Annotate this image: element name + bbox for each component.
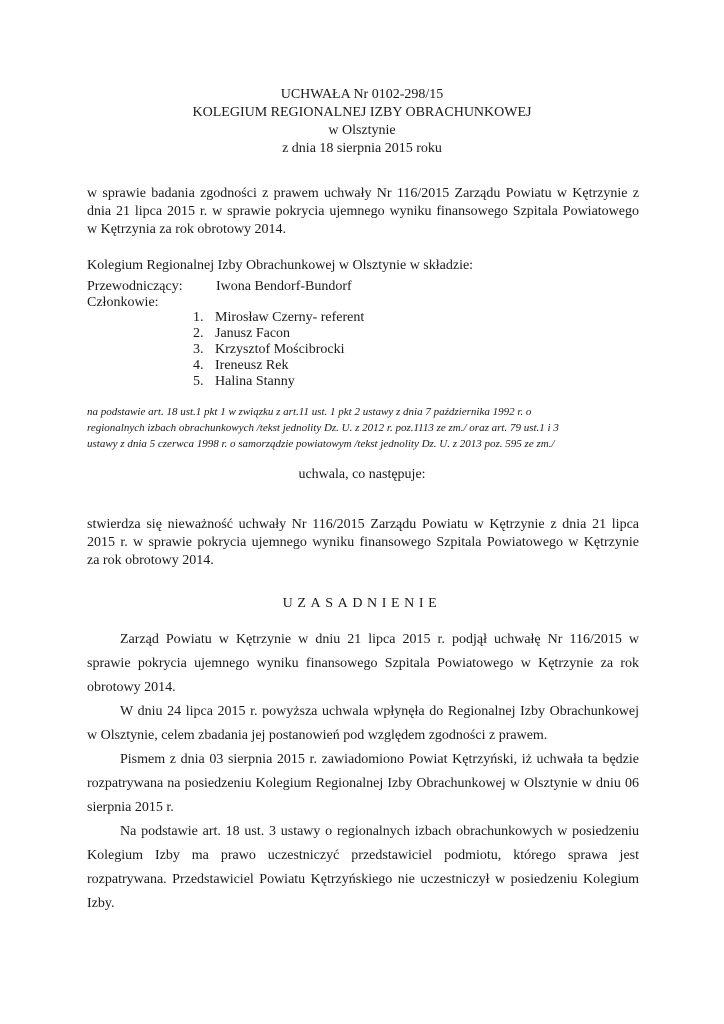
member-name: Mirosław Czerny- referent	[215, 310, 365, 325]
subject-line: w Kętrzynia za rok obrotowy 2014.	[87, 222, 287, 237]
paragraph-line: sprawie pokrycia ujemnego wyniku finansowego Szpitala Powiatowego w Kętrzynie za rok	[87, 656, 639, 671]
decision-line: 2015 r. w sprawie pokrycia ujemnego wyniku finansowego Szpitala Powiatowego w Kętrzynie	[87, 535, 639, 550]
list-item	[193, 341, 344, 357]
list-item	[193, 309, 364, 325]
paragraph-line: Kolegium Izby ma prawo uczestniczyć przedstawiciel podmiotu, którego sprawa jest	[87, 848, 639, 863]
paragraph-line: Izby.	[87, 896, 115, 911]
issuing-location: w Olsztynie	[328, 123, 396, 138]
member-number: 1.	[193, 310, 204, 325]
member-name: Ireneusz Rek	[215, 358, 289, 373]
decision-text	[87, 516, 639, 570]
legal-basis	[87, 404, 639, 452]
paragraph-line: obrotowy 2014.	[87, 680, 176, 695]
paragraph-line: Pismem z dnia 03 sierpnia 2015 r. zawiadomiono Powiat Kętrzyński, iż uchwała ta będzie	[120, 752, 639, 767]
member-name: Janusz Facon	[215, 326, 291, 341]
member-number: 3.	[193, 342, 204, 357]
legal-basis-line: na podstawie art. 18 ust.1 pkt 1 w związku z art.11 ust. 1 pkt 2 ustawy z dnia 7 października 1992 r. o	[87, 406, 532, 418]
paragraph-line: W dniu 24 lipca 2015 r. powyższa uchwala wpłynęła do Regionalnej Izby Obrachunkowej	[120, 704, 639, 719]
paragraph-line: Na podstawie art. 18 ust. 3 ustawy o regionalnych izbach obrachunkowych w posiedzeniu	[120, 824, 639, 839]
member-name: Krzysztof Mościbrocki	[215, 342, 345, 357]
resolution-header	[0, 86, 724, 158]
paragraph-line: w Olsztynie, celem zbadania jej postanowień pod względem zgodności z prawem.	[87, 728, 548, 743]
paragraph-line: rozpatrywana na posiedzeniu Kolegium Regionalnej Izby Obrachunkowej w Olsztynie w dniu 06	[87, 776, 639, 791]
paragraph-line: rozpatrywana. Przedstawiciel Powiatu Kętrzyńskiego nie uczestniczył w posiedzeniu Kolegium	[87, 872, 639, 887]
list-item	[193, 373, 295, 389]
member-number: 5.	[193, 374, 204, 389]
member-name: Halina Stanny	[215, 374, 295, 389]
chair-label: Przewodniczący:	[87, 279, 183, 294]
members-label: Członkowie:	[87, 295, 159, 310]
member-number: 2.	[193, 326, 204, 341]
subject-line: dnia 21 lipca 2015 r. w sprawie pokrycia ujemnego wyniku finansowego Szpitala Powiatowego	[87, 204, 639, 219]
justification-title: UZASADNIENIE	[282, 596, 442, 611]
member-number: 4.	[193, 358, 204, 373]
paragraph-line: Zarząd Powiatu w Kętrzynie w dniu 21 lipca 2015 r. podjął uchwałę Nr 116/2015 w	[120, 632, 639, 647]
justification-body	[87, 631, 639, 919]
issuing-body: KOLEGIUM REGIONALNEJ IZBY OBRACHUNKOWEJ	[192, 105, 532, 120]
resolution-subject	[87, 185, 639, 239]
list-item	[193, 357, 288, 373]
legal-basis-line: ustawy z dnia 5 czerwca 1998 r. o samorządzie powiatowym /tekst jednolity Dz. U. z 2013 poz. 595 ze zm./	[87, 438, 555, 450]
resolution-number: UCHWAŁA Nr 0102-298/15	[280, 87, 444, 102]
list-item	[193, 325, 290, 341]
decision-line: za rok obrotowy 2014.	[87, 553, 214, 568]
decision-line: stwierdza się nieważność uchwały Nr 116/2015 Zarządu Powiatu w Kętrzynie z dnia 21 lipca	[87, 517, 639, 532]
composition-intro: Kolegium Regionalnej Izby Obrachunkowej w Olsztynie w składzie:	[87, 258, 474, 273]
resolution-intro: uchwala, co następuje:	[298, 467, 426, 482]
resolution-date: z dnia 18 sierpnia 2015 roku	[282, 141, 442, 156]
chair-name: Iwona Bendorf-Bundorf	[216, 279, 352, 294]
legal-basis-line: regionalnych izbach obrachunkowych /tekst jednolity Dz. U. z 2012 r. poz.1113 ze zm./ oraz art. 79 ust.1 i 3	[87, 422, 559, 434]
subject-line: w sprawie badania zgodności z prawem uchwały Nr 116/2015 Zarządu Powiatu w Kętrzynie z	[87, 186, 639, 201]
paragraph-line: sierpnia 2015 r.	[87, 800, 174, 815]
